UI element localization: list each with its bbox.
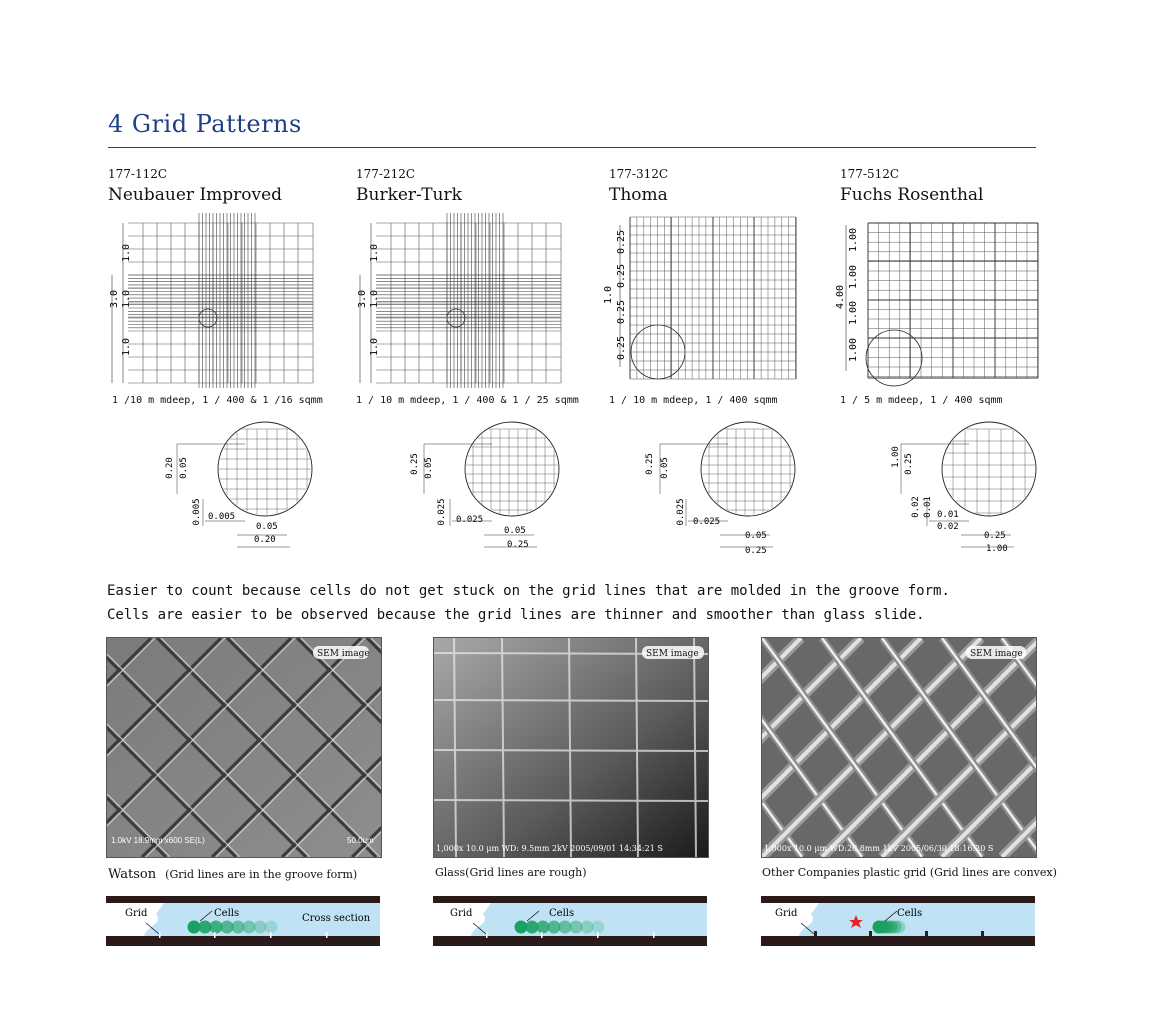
sem-footer-left: 1,000x 10.0 μm WD:20.8mm 1kV 2005/06/30 18:16:20 S — [764, 844, 994, 853]
dimension-label: 1.0 — [369, 337, 380, 357]
dimension-label: 0.01 — [923, 496, 933, 518]
dimension-label: 0.02 — [937, 522, 959, 532]
caption-main: Watson — [108, 867, 157, 882]
page-title: 4 Grid Patterns — [108, 110, 302, 138]
dimension-label: 1.00 — [986, 544, 1008, 554]
dimension-label: 1.0 — [369, 289, 380, 309]
pattern-name: Burker-Turk — [356, 185, 462, 205]
pattern-spec: 1 /10 m mdeep, 1 / 400 & 1 /16 sqmm — [112, 395, 323, 406]
caption-sub: (Grid lines are in the groove form) — [165, 868, 358, 881]
dimension-label: 0.25 — [507, 540, 529, 550]
pattern-code: 177-112C — [108, 167, 168, 181]
dimension-label: 1.0 — [603, 285, 614, 305]
sem-image-watson — [106, 637, 382, 858]
cross-section-glass — [433, 896, 707, 946]
sem-badge: SEM image — [970, 649, 1023, 659]
burker-grid-diagram — [357, 213, 561, 388]
sem-caption — [108, 863, 357, 882]
dimension-label: 0.05 — [179, 457, 189, 479]
dimension-label: 1.00 — [848, 227, 859, 253]
dimension-label: 0.25 — [984, 531, 1006, 541]
grid-label: Grid — [775, 908, 798, 919]
thoma-detail-diagram — [645, 422, 800, 556]
dimension-label: 0.25 — [616, 299, 627, 325]
dimension-label: 0.25 — [745, 546, 767, 556]
sem-image-plastic — [761, 637, 1037, 858]
dimension-label: 0.25 — [616, 263, 627, 289]
fuchs-grid-diagram — [835, 223, 1038, 386]
dimension-label: 3.0 — [109, 289, 120, 309]
pattern-name: Thoma — [609, 185, 668, 205]
sem-footer-right: 50.0um — [347, 836, 374, 845]
pattern-name: Fuchs Rosenthal — [840, 185, 984, 205]
dimension-label: 4.00 — [835, 284, 846, 310]
section-label: Cross section — [302, 913, 371, 924]
dimension-label: 0.05 — [256, 522, 278, 532]
sem-footer-left: 1,000x 10.0 μm WD: 9.5mm 2kV 2005/09/01 14:34:21 S — [436, 844, 663, 853]
dimension-label: 0.01 — [937, 510, 959, 520]
pattern-name: Neubauer Improved — [108, 185, 283, 205]
dimension-label: 0.05 — [745, 531, 767, 541]
dimension-label: 1.0 — [121, 243, 132, 263]
cells-label: Cells — [214, 908, 240, 919]
dimension-label: 0.20 — [165, 457, 175, 479]
dimension-label: 0.05 — [424, 457, 434, 479]
dimension-label: 1.0 — [369, 243, 380, 263]
neubauer-grid-diagram — [109, 213, 313, 388]
dimension-label: 1.00 — [848, 300, 859, 326]
dimension-label: 0.025 — [676, 498, 686, 526]
sem-badge: SEM image — [317, 649, 370, 659]
burker-detail-diagram — [410, 422, 564, 550]
cross-section-plastic — [761, 896, 1035, 946]
dimension-label: 0.025 — [693, 517, 721, 527]
pattern-spec: 1 / 5 m mdeep, 1 / 400 sqmm — [840, 395, 1003, 406]
dimension-label: 0.25 — [645, 453, 655, 475]
cells-label: Cells — [897, 908, 923, 919]
caption-sub: Glass(Grid lines are rough) — [435, 866, 587, 879]
sem-badge: SEM image — [646, 649, 699, 659]
sem-image-glass — [433, 637, 709, 858]
dimension-label: 1.0 — [121, 289, 132, 309]
pattern-spec: 1 / 10 m mdeep, 1 / 400 sqmm — [609, 395, 778, 406]
sem-footer-left: 1.0kV 18.9mm x600 SE(L) — [111, 836, 205, 845]
cross-section-watson — [106, 896, 380, 946]
dimension-label: 0.05 — [660, 457, 670, 479]
dimension-label: 1.0 — [121, 337, 132, 357]
description-line: Cells are easier to be observed because the grid lines are thinner and smoother than glass slide. — [107, 607, 925, 623]
dimension-label: 0.25 — [616, 335, 627, 361]
dimension-label: 1.00 — [848, 337, 859, 363]
pattern-code: 177-212C — [356, 167, 416, 181]
neubauer-detail-diagram — [165, 422, 317, 547]
cells-label: Cells — [549, 908, 575, 919]
dimension-label: 0.005 — [208, 512, 236, 522]
dimension-label: 0.025 — [456, 515, 484, 525]
grid-label: Grid — [125, 908, 148, 919]
dimension-label: 0.025 — [437, 498, 447, 526]
dimension-label: 0.25 — [616, 229, 627, 255]
caption-sub: Other Companies plastic grid (Grid lines are convex) — [762, 866, 1057, 879]
dimension-label: 3.0 — [357, 289, 368, 309]
dimension-label: 0.20 — [254, 535, 276, 545]
dimension-label: 0.05 — [504, 526, 526, 536]
grid-label: Grid — [450, 908, 473, 919]
dimension-label: 1.00 — [891, 446, 901, 468]
description-line: Easier to count because cells do not get stuck on the grid lines that are molded in the groove form. — [107, 583, 950, 599]
dimension-label: 1.00 — [848, 264, 859, 290]
dimension-label: 0.02 — [911, 496, 921, 518]
pattern-code: 177-512C — [840, 167, 900, 181]
thoma-grid-diagram — [603, 217, 796, 379]
dimension-label: 0.005 — [192, 498, 202, 526]
fuchs-detail-diagram — [891, 422, 1041, 554]
pattern-code: 177-312C — [609, 167, 669, 181]
dimension-label: 0.25 — [904, 453, 914, 475]
dimension-label: 0.25 — [410, 453, 420, 475]
pattern-spec: 1 / 10 m mdeep, 1 / 400 & 1 / 25 sqmm — [356, 395, 579, 406]
